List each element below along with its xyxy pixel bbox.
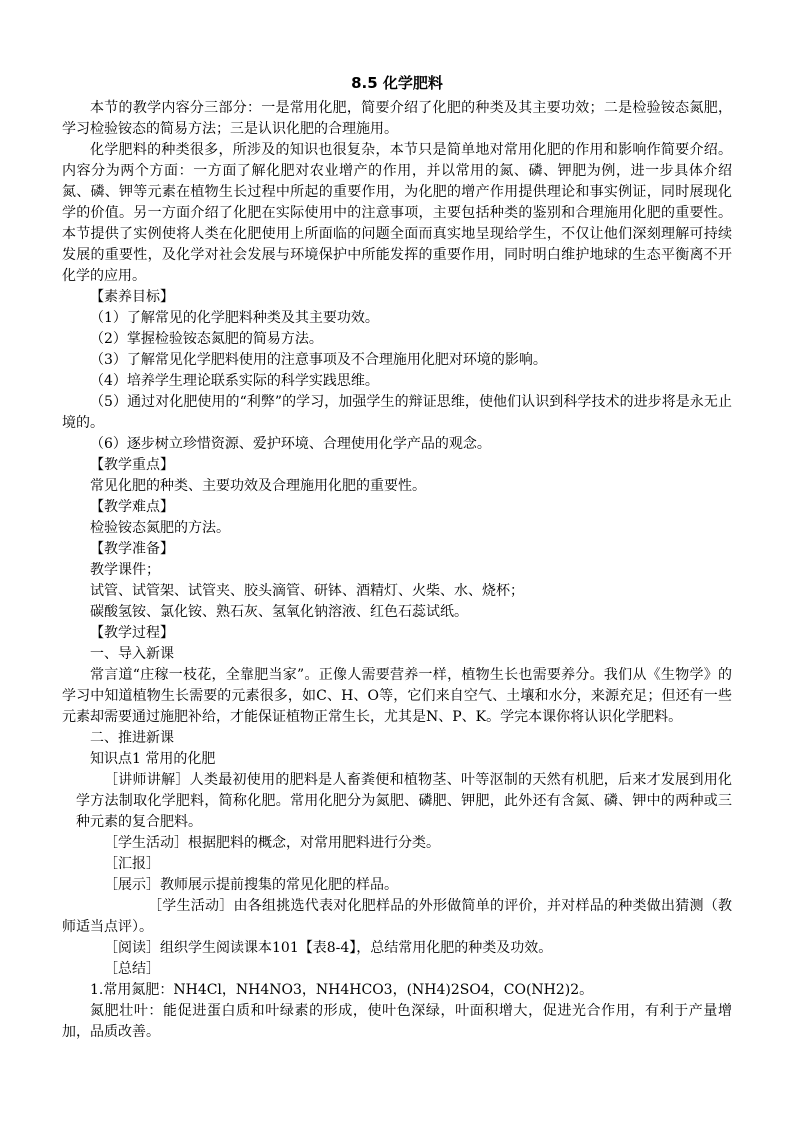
nitrogen-fertilizer-effect: 氮肥壮叶：能促进蛋白质和叶绿素的形成，使叶色深绿，叶面积增大，促进光合作用，有利于产量增加，品质改善。 bbox=[62, 1003, 732, 1040]
section-heading-process: 【教学过程】 bbox=[90, 625, 174, 641]
nitrogen-fertilizer-list: 1.常用氮肥：NH4Cl，NH4NO3，NH4HCO3，(NH4)2SO4，CO(NH2)2。 bbox=[90, 982, 594, 998]
goal-item: （3）了解常见化学肥料使用的注意事项及不合理施用化肥对环境的影响。 bbox=[90, 352, 547, 368]
section-heading-preparation: 【教学准备】 bbox=[90, 541, 174, 557]
goal-item: （5）通过对化肥使用的“利弊”的学习，加强学生的辩证思维，使他们认识到科学技术的进步将是永无止境的。 bbox=[62, 394, 732, 431]
key-points-text: 常见化肥的种类、主要功效及合理施用化肥的重要性。 bbox=[90, 478, 426, 494]
section-heading-goals: 【素养目标】 bbox=[90, 289, 174, 305]
goal-item: （6）逐步树立珍惜资源、爱护环境、合理使用化学产品的观念。 bbox=[90, 436, 491, 452]
subheading-intro: 一、导入新课 bbox=[90, 646, 174, 662]
overview-paragraph: 化学肥料的种类很多，所涉及的知识也很复杂，本节只是简单地对常用化肥的作用和影响作简要介绍。内容分为两个方面：一方面了解化肥对农业增产的作用，并以常用的氮、磷、钾肥为例，进一步具体介绍氮、磷、钾等元素在植物生长过程中所起的重要作用，为化肥的增产作用提供理论和事实例证，同时展现化学的价值。另一方面介绍了化肥在实际使用中的注意事项，主要包括种类的鉴别和合理施用化肥的重要性。本节提供了实例使将人类在化肥使用上所面临的问题全面而真实地呈现给学生，不仅让他们深刻理解可持续发展的重要性，及化学对社会发展与环境保护中所能发挥的重要作用，同时明白维护地球的生态平衡离不开化学的应用。 bbox=[62, 142, 732, 284]
intro-lesson-text: 常言道“庄稼一枝花，全靠肥当家”。正像人需要营养一样，植物生长也需要养分。我们从《生物学》的学习中知道植物生长需要的元素很多，如C、H、O等，它们来自空气、土壤和水分，来源充足；但还有一些元素却需要通过施肥补给，才能保证植物正常生长，尤其是N、P、K。学完本课你将认识化学肥料。 bbox=[62, 667, 732, 725]
section-heading-key-points: 【教学重点】 bbox=[90, 457, 174, 473]
student-activity-text: ［学生活动］根据肥料的概念，对常用肥料进行分类。 bbox=[104, 835, 440, 851]
difficulty-text: 检验铵态氮肥的方法。 bbox=[90, 520, 230, 536]
goal-item: （1）了解常见的化学肥料种类及其主要功效。 bbox=[90, 310, 379, 326]
preparation-item: 试管、试管架、试管夹、胶头滴管、研钵、酒精灯、火柴、水、烧杯； bbox=[90, 583, 524, 599]
report-label: ［汇报］ bbox=[104, 856, 160, 872]
intro-paragraph: 本节的教学内容分三部分：一是常用化肥，简要介绍了化肥的种类及其主要功效；二是检验铵态氮肥，学习检验铵态的简易方法；三是认识化肥的合理施用。 bbox=[62, 100, 732, 137]
section-heading-difficulty: 【教学难点】 bbox=[90, 499, 174, 515]
lecture-text: ［讲师讲解］人类最初使用的肥料是人畜粪便和植物茎、叶等沤制的天然有机肥，后来才发展到用化学方法制取化学肥料，简称化肥。常用化肥分为氮肥、磷肥、钾肥，此外还有含氮、磷、钾中的两种或三种元素的复合肥料。 bbox=[76, 772, 732, 830]
page-title: 8.5 化学肥料 bbox=[351, 74, 443, 92]
preparation-item: 教学课件； bbox=[90, 562, 160, 578]
summary-label: ［总结］ bbox=[104, 961, 160, 977]
reading-text: ［阅读］组织学生阅读课本101【表8-4】，总结常用化肥的种类及功效。 bbox=[104, 940, 553, 956]
goal-item: （4）培养学生理论联系实际的科学实践思维。 bbox=[90, 373, 379, 389]
preparation-item: 碳酸氢铵、氯化铵、熟石灰、氢氧化钠溶液、红色石蕊试纸。 bbox=[90, 604, 468, 620]
knowledge-point-heading: 知识点1 常用的化肥 bbox=[90, 751, 216, 767]
student-activity-text: ［学生活动］由各组挑选代表对化肥样品的外形做简单的评价，并对样品的种类做出猜测（教师适当点评）。 bbox=[62, 898, 732, 935]
goal-item: （2）掌握检验铵态氮肥的简易方法。 bbox=[90, 331, 323, 347]
subheading-new-lesson: 二、推进新课 bbox=[90, 730, 174, 746]
display-text: ［展示］教师展示提前搜集的常见化肥的样品。 bbox=[104, 877, 398, 893]
document-body bbox=[62, 98, 732, 1043]
